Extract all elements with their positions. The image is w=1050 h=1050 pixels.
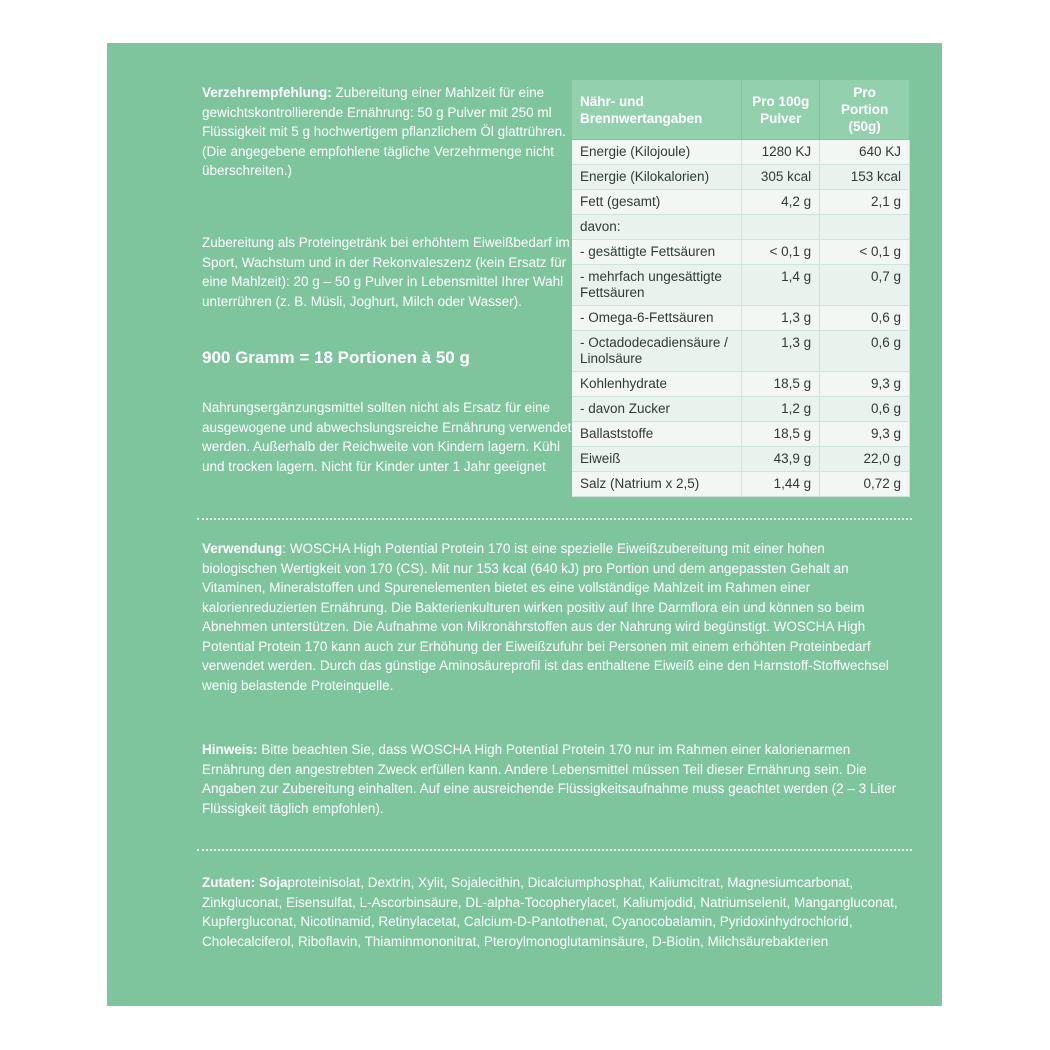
table-row <box>572 215 910 240</box>
table-row <box>572 190 910 215</box>
value-per-100g: 18,5 g <box>742 422 820 447</box>
nutrition-table <box>572 80 910 497</box>
nutrient-name: Energie (Kilokalorien) <box>572 165 742 190</box>
nutrient-name: Kohlenhydrate <box>572 372 742 397</box>
portion-headline: 900 Gramm = 18 Portionen à 50 g <box>202 348 470 367</box>
table-row <box>572 422 910 447</box>
value-per-portion: 22,0 g <box>820 447 910 472</box>
nutrient-name: - gesättigte Fettsäuren <box>572 240 742 265</box>
table-row <box>572 397 910 422</box>
value-per-portion: 640 KJ <box>820 140 910 165</box>
table-row <box>572 240 910 265</box>
proteingetraenk-paragraph: Zubereitung als Proteingetränk bei erhöhtem Eiweißbedarf im Sport, Wachstum und in der Rekonvaleszenz (kein Ersatz für eine Mahlzeit): 20 g – 50 g Pulver in Lebensmittel Ihrer Wahl unterrühren (z. B. Müsli, Joghurt, Milch oder Wasser). <box>202 235 570 309</box>
product-label-panel <box>107 43 942 1006</box>
hinweis-paragraph <box>202 740 902 818</box>
nutrient-name: - mehrfach ungesättigte Fettsäuren <box>572 265 742 306</box>
warning-paragraph: Nahrungsergänzungsmittel sollten nicht als Ersatz für eine ausgewogene und abwechslungsreiche Ernährung verwendet werden. Außerhalb der Reichweite von Kindern lagern. Kühl und trocken lagern. Nicht für Kinder unter 1 Jahr geeignet <box>202 400 572 474</box>
value-per-100g: 18,5 g <box>742 372 820 397</box>
hinweis-label: Hinweis: <box>202 742 258 757</box>
table-row <box>572 265 910 306</box>
value-per-portion: 0,6 g <box>820 306 910 331</box>
zutaten-paragraph <box>202 873 902 951</box>
value-per-portion: 153 kcal <box>820 165 910 190</box>
value-per-100g: 1,3 g <box>742 331 820 372</box>
verwendung-label: Verwendung <box>202 541 283 556</box>
zutaten-text: proteinisolat, Dextrin, Xylit, Sojalecithin, Dicalciumphosphat, Kaliumcitrat, Magnesiumcarbonat, Zinkgluconat, Eisensulfat, L-Ascorbinsäure, DL-alpha-Tocopherylacet, Kaliumjodid, Natriumselenit, Mangangluconat, Kupfergluconat, Nicotinamid, Retinylacetat, Calcium-D-Pantothenat, Cyanocobalamin, Pyridoxinhydrochlorid, Cholecalciferol, Riboflavin, Thiaminmononitrat, Pteroylmonoglutaminsäure, D-Biotin, Milchsäurebakterien <box>202 875 898 949</box>
value-per-portion: < 0,1 g <box>820 240 910 265</box>
zutaten-soja: Soja <box>259 875 288 890</box>
nutrient-name: - davon Zucker <box>572 397 742 422</box>
table-row <box>572 140 910 165</box>
value-per-100g: 43,9 g <box>742 447 820 472</box>
table-row <box>572 331 910 372</box>
nutrient-name: Fett (gesamt) <box>572 190 742 215</box>
nutrient-name: Energie (Kilojoule) <box>572 140 742 165</box>
hinweis-text: Bitte beachten Sie, dass WOSCHA High Potential Protein 170 nur im Rahmen einer kalorienarmen Ernährung den angestrebten Zweck erfüllen kann. Andere Lebensmittel müssen Teil dieser Ernährung sein. Die Angaben zur Zubereitung einhalten. Auf eine ausreichende Flüssigkeitsaufnahme muss geachtet werden (2 – 3 Liter Flüssigkeit täglich empfohlen). <box>202 742 897 816</box>
divider <box>197 518 912 520</box>
value-per-portion: 0,6 g <box>820 397 910 422</box>
value-per-100g: < 0,1 g <box>742 240 820 265</box>
verwendung-paragraph <box>202 539 902 695</box>
value-per-portion: 2,1 g <box>820 190 910 215</box>
zutaten-label: Zutaten: <box>202 875 259 890</box>
value-per-portion: 0,7 g <box>820 265 910 306</box>
value-per-portion <box>820 215 910 240</box>
value-per-portion: 0,6 g <box>820 331 910 372</box>
verwendung-text: : WOSCHA High Potential Protein 170 ist eine spezielle Eiweißzubereitung mit einer hohen biologischen Wertigkeit von 170 (CS). Mit nur 153 kcal (640 kJ) pro Portion und dem angepassten Gehalt an Vitaminen, Mineralstoffen und Spurenelementen bietet es eine vollständige Mahlzeit im Rahmen einer kalorienreduzierten Ernährung. Die Bakterienkulturen wirken positiv auf Ihre Darmflora ein und können so beim Abnehmen unterstützen. Die Aufnahme von Mikronährstoffen aus der Nahrung wird begünstigt. WOSCHA High Potential Protein 170 kann auch zur Erhöhung der Eiweißzufuhr bei Personen mit einem erhöhten Proteinbedarf verwendet werden. Durch das günstige Aminosäureprofil ist das enthaltene Eiweiß eine den Harnstoff-Stoffwechsel wenig belastende Proteinquelle. <box>202 541 889 693</box>
nutrient-name: - Omega-6-Fettsäuren <box>572 306 742 331</box>
value-per-100g: 1280 KJ <box>742 140 820 165</box>
header-nutrient: Nähr- und Brennwertangaben <box>572 80 742 140</box>
value-per-100g: 1,44 g <box>742 472 820 497</box>
verzehrempfehlung-label: Verzehrempfehlung: <box>202 85 332 100</box>
divider <box>197 849 912 851</box>
verzehrempfehlung-paragraph <box>202 83 572 181</box>
nutrient-name: Salz (Natrium x 2,5) <box>572 472 742 497</box>
verzehrempfehlung-text: Zubereitung einer Mahlzeit für eine gewichtskontrollierende Ernährung: 50 g Pulver mit 250 ml Flüssigkeit mit 5 g hochwertigem pflanzlichem Öl glattrühren. (Die angegebene empfohlene tägliche Verzehrmenge nicht überschreiten.) <box>202 85 566 178</box>
table-row <box>572 472 910 497</box>
value-per-portion: 9,3 g <box>820 422 910 447</box>
value-per-100g <box>742 215 820 240</box>
table-row <box>572 372 910 397</box>
nutrient-name: davon: <box>572 215 742 240</box>
nutrient-name: - Octadodecadiensäure / Linolsäure <box>572 331 742 372</box>
header-per-portion: Pro Portion (50g) <box>820 80 910 140</box>
table-row <box>572 447 910 472</box>
header-per-100g: Pro 100g Pulver <box>742 80 820 140</box>
value-per-portion: 9,3 g <box>820 372 910 397</box>
value-per-100g: 1,2 g <box>742 397 820 422</box>
value-per-100g: 305 kcal <box>742 165 820 190</box>
value-per-100g: 4,2 g <box>742 190 820 215</box>
nutrition-table-header <box>572 80 910 140</box>
nutrient-name: Ballaststoffe <box>572 422 742 447</box>
table-row <box>572 306 910 331</box>
nutrient-name: Eiweiß <box>572 447 742 472</box>
value-per-portion: 0,72 g <box>820 472 910 497</box>
table-row <box>572 165 910 190</box>
value-per-100g: 1,4 g <box>742 265 820 306</box>
value-per-100g: 1,3 g <box>742 306 820 331</box>
